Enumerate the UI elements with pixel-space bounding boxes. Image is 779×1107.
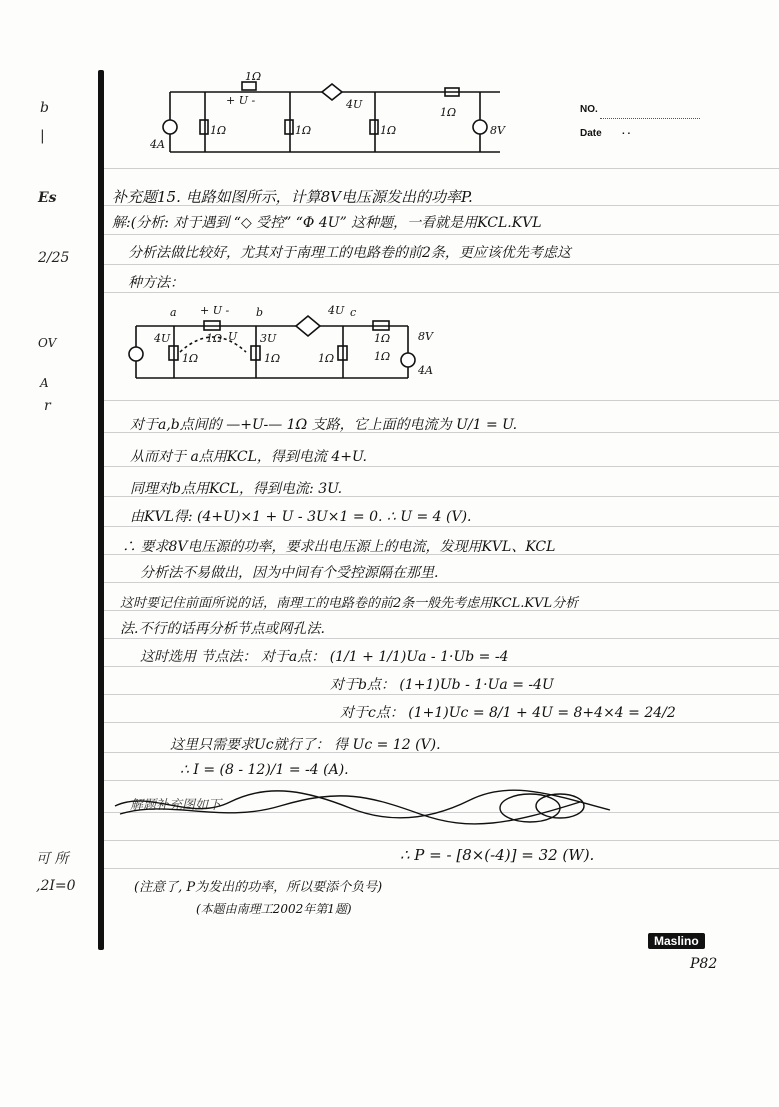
date-label: Date <box>580 128 602 139</box>
ruled-line <box>104 840 779 841</box>
top-label-4u: 4U <box>346 98 363 111</box>
body-line-node-c: 对于c点： (1+1)Uc = 8/1 + 4U = 8+4×4 = 24/2 <box>340 705 676 721</box>
mid-label-r-c: 1Ω <box>318 352 335 365</box>
margin-note-3: Es <box>38 190 57 206</box>
body-line-uc: 这里只需要求Uc就行了： 得 Uc = 12 (V). <box>170 737 441 753</box>
margin-note-7: r <box>44 398 51 414</box>
mid-label-4u-current: 4U <box>154 332 171 345</box>
brand-logo: Maslino <box>648 933 705 949</box>
no-dots <box>600 118 700 119</box>
solution-line-3: 种方法： <box>128 275 184 291</box>
mid-label-r-a: 1Ω <box>182 352 199 365</box>
ruled-line <box>104 168 779 169</box>
mid-label-r-extra: 1Ω <box>374 350 391 363</box>
circuit-diagram-mid <box>118 302 438 392</box>
margin-note-4: 2/25 <box>38 250 70 266</box>
ruled-line <box>104 722 779 723</box>
body-line-7: 这时要记住前面所说的话，南理工的电路卷的前2条一般先考虑用KCL.KVL分析 <box>120 596 579 611</box>
ruled-line <box>104 526 779 527</box>
body-line-6: 分析法不易做出，因为中间有个受控源隔在那里. <box>140 565 439 581</box>
mid-label-b: b <box>256 306 264 319</box>
ruled-line <box>104 638 779 639</box>
ruled-line <box>104 466 779 467</box>
top-label-r4: 1Ω <box>295 124 312 137</box>
crossed-out-text <box>110 784 630 830</box>
body-line-source: (本题由南理工2002年第1题) <box>196 902 352 916</box>
ruled-line <box>104 400 779 401</box>
body-line-3: 同理对b点用KCL，得到电流: 3U. <box>130 481 343 497</box>
problem-title: 补充题15. 电路如图所示，计算8V电压源发出的功率P. <box>112 188 473 206</box>
scribble-marks <box>110 784 630 830</box>
mid-label-4u: 4U <box>328 304 345 317</box>
body-line-node-b: 对于b点： (1+1)Ub - 1·Ua = -4U <box>330 677 554 693</box>
top-label-4a: 4A <box>150 138 165 151</box>
body-line-note: (注意了, P为发出的功率，所以要添个负号) <box>134 880 383 895</box>
ruled-line <box>104 292 779 293</box>
top-label-8v: 8V <box>490 124 505 137</box>
top-label-r5: 1Ω <box>380 124 397 137</box>
margin-note-8: 可 所 <box>36 851 69 867</box>
ruled-line <box>104 694 779 695</box>
date-dots: . . <box>622 126 631 137</box>
body-line-2: 从而对于 a点用KCL，得到电流 4+U. <box>130 449 367 465</box>
solution-line-2: 分析法做比较好，尤其对于南理工的电路卷的前2条，更应该优先考虑这 <box>128 245 571 261</box>
body-line-5: ∴ 要求8V电压源的功率，要求出电压源上的电流，发现用KVL、KCL <box>122 539 556 555</box>
mid-label-c: c <box>350 306 357 319</box>
margin-note-6: A <box>40 376 49 390</box>
top-label-u: + U - <box>226 94 256 107</box>
body-line-power: ∴ P = - [8×(-4)] = 32 (W). <box>400 846 595 864</box>
top-label-r3: 1Ω <box>210 124 227 137</box>
page-mark: P82 <box>690 956 718 972</box>
mid-label-3u: 3U <box>260 332 277 345</box>
top-label-r2: 1Ω <box>440 106 457 119</box>
mid-label-r-b: 1Ω <box>264 352 281 365</box>
body-line-node-a: 这时选用 节点法： 对于a点： (1/1 + 1/1)Ua - 1·Ub = -4 <box>140 649 509 665</box>
ruled-line <box>104 582 779 583</box>
margin-note-2: | <box>40 128 45 144</box>
ruled-line <box>104 868 779 869</box>
solution-line-1: 解:(分析: 对于遇到 “◇ 受控” “Φ 4U” 这种题，一看就是用KCL.KVL <box>112 215 542 231</box>
crossed-out-label: 解题补充图如下 <box>130 798 222 813</box>
mid-label-r-cd: 1Ω <box>374 332 391 345</box>
mid-label-a: a <box>170 306 177 319</box>
mid-label-r-ab: 1Ω <box>206 332 223 345</box>
mid-label-i: 8V <box>418 330 433 343</box>
margin-note-5: OV <box>38 336 57 350</box>
mid-label-u: + U - <box>200 304 230 317</box>
ruled-line <box>104 666 779 667</box>
body-line-8: 法.不行的话再分析节点或网孔法. <box>120 621 325 637</box>
ruled-line <box>104 780 779 781</box>
circuit-diagram-top <box>150 72 530 162</box>
binding-spine <box>98 70 104 950</box>
body-line-1: 对于a,b点间的 —+U-— 1Ω 支路，它上面的电流为 U/1 = U. <box>130 417 518 433</box>
no-label: NO. <box>580 104 598 115</box>
mid-label-u-current: U <box>228 330 238 343</box>
ruled-line <box>104 234 779 235</box>
top-label-r1: 1Ω <box>245 72 262 83</box>
mid-label-8v: 4A <box>418 364 433 377</box>
body-line-current: ∴ I = (8 - 12)/1 = -4 (A). <box>180 762 349 778</box>
margin-note-1: b <box>40 100 49 116</box>
ruled-line <box>104 264 779 265</box>
body-line-4: 由KVL得: (4+U)×1 + U - 3U×1 = 0. ∴ U = 4 (V). <box>130 509 472 525</box>
margin-note-9: ,2I=0 <box>36 878 76 894</box>
